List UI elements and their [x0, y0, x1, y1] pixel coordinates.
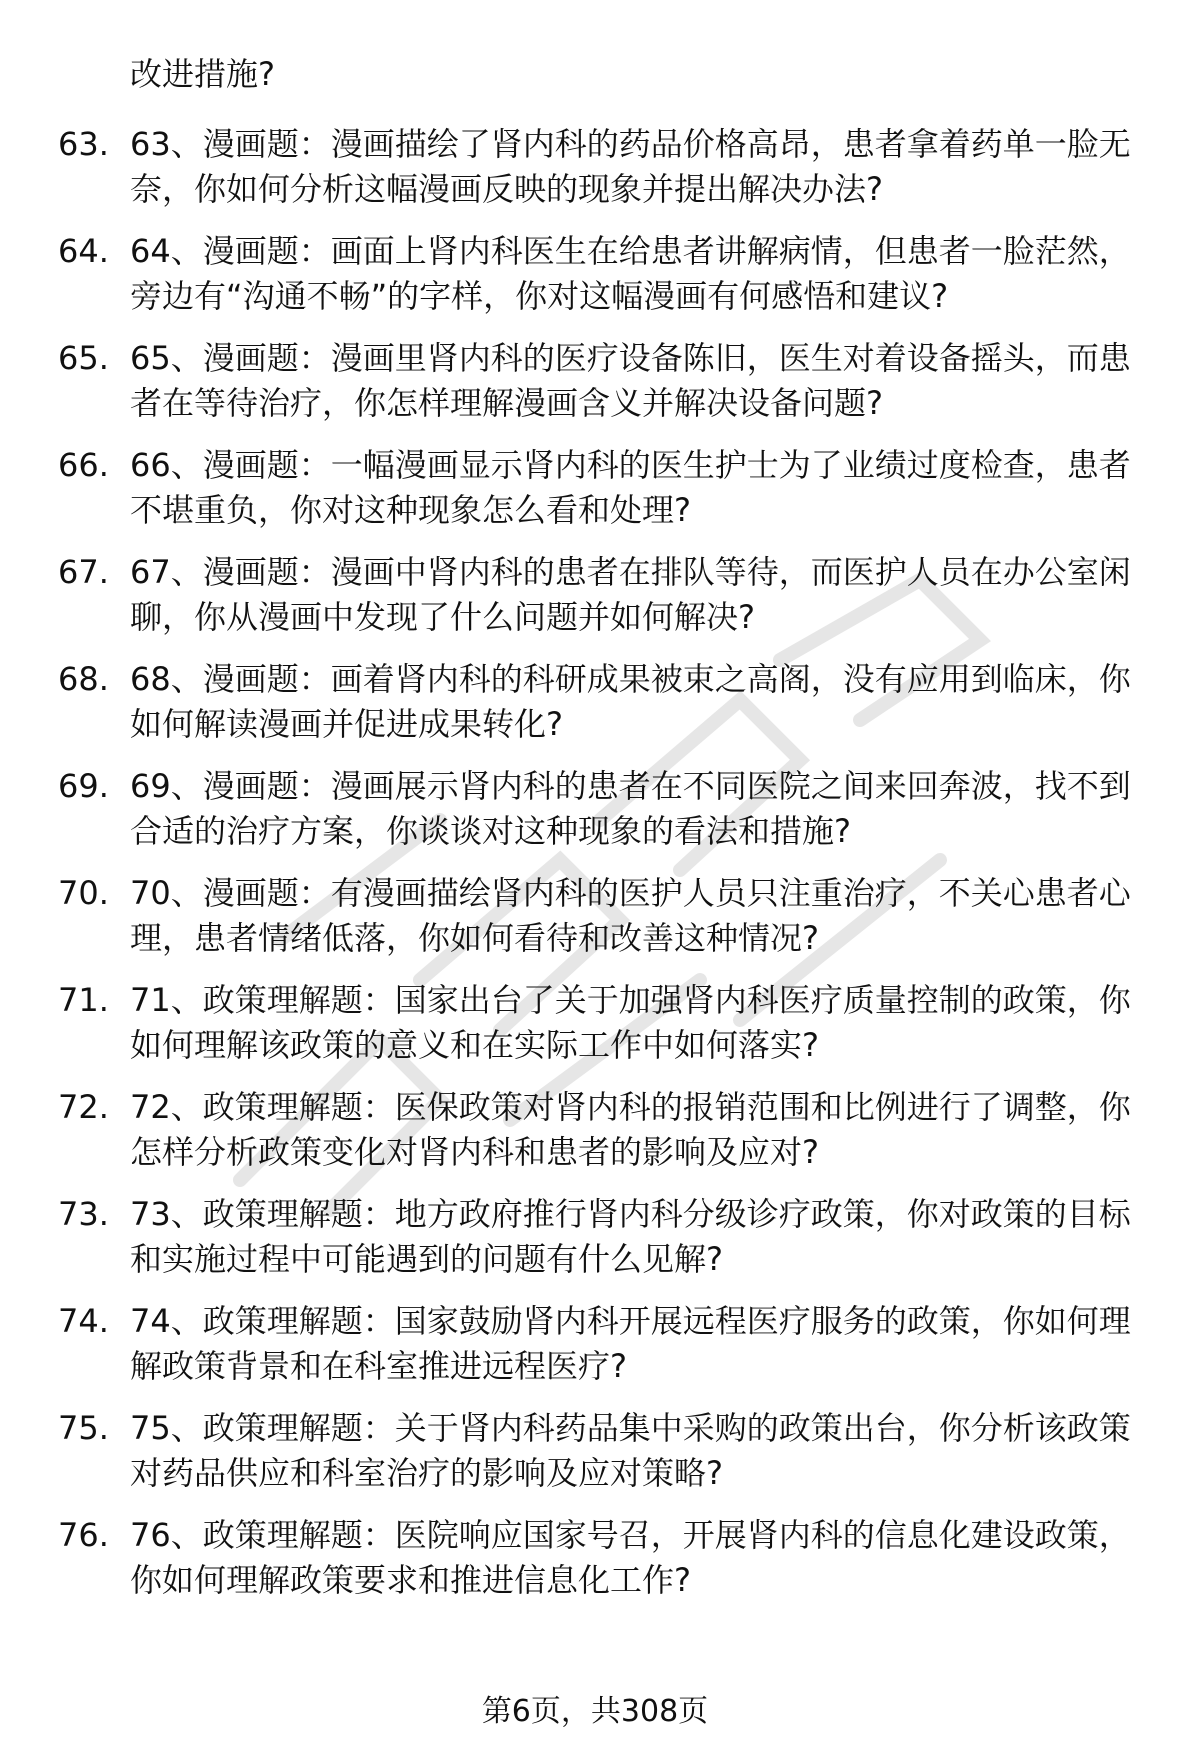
- continuation-text: 改进措施?: [130, 55, 275, 93]
- question-number: 75.: [58, 1409, 109, 1447]
- question-item: [0, 443, 1190, 532]
- question-item: [0, 657, 1190, 746]
- question-number: 73.: [58, 1195, 109, 1233]
- question-number: 65.: [58, 339, 109, 377]
- question-item: [0, 550, 1190, 639]
- question-text: 67、漫画题：漫画中肾内科的患者在排队等待，而医护人员在办公室闲聊，你从漫画中发现了什么问题并如何解决?: [130, 553, 1131, 636]
- question-text: 70、漫画题：有漫画描绘肾内科的医护人员只注重治疗，不关心患者心理，患者情绪低落，你如何看待和改善这种情况?: [130, 874, 1131, 957]
- question-number: 72.: [58, 1088, 109, 1126]
- question-item: [0, 1085, 1190, 1174]
- question-number: 74.: [58, 1302, 109, 1340]
- question-number: 68.: [58, 660, 109, 698]
- question-item: [0, 1192, 1190, 1281]
- question-number: 71.: [58, 981, 109, 1019]
- page-footer: 第6页，共308页: [481, 1694, 709, 1729]
- question-text: 68、漫画题：画着肾内科的科研成果被束之高阁，没有应用到临床，你如何解读漫画并促进成果转化?: [130, 660, 1131, 743]
- question-text: 72、政策理解题：医保政策对肾内科的报销范围和比例进行了调整，你怎样分析政策变化对肾内科和患者的影响及应对?: [130, 1088, 1131, 1171]
- question-text: 73、政策理解题：地方政府推行肾内科分级诊疗政策，你对政策的目标和实施过程中可能遇到的问题有什么见解?: [130, 1195, 1131, 1278]
- question-item: [0, 229, 1190, 318]
- question-text: 66、漫画题：一幅漫画显示肾内科的医生护士为了业绩过度检查，患者不堪重负，你对这种现象怎么看和处理?: [130, 446, 1131, 529]
- question-item: [0, 1406, 1190, 1495]
- question-number: 76.: [58, 1516, 109, 1554]
- question-text: 65、漫画题：漫画里肾内科的医疗设备陈旧，医生对着设备摇头，而患者在等待治疗，你怎样理解漫画含义并解决设备问题?: [130, 339, 1131, 422]
- question-text: 64、漫画题：画面上肾内科医生在给患者讲解病情，但患者一脸茫然，旁边有“沟通不畅”的字样，你对这幅漫画有何感悟和建议?: [130, 232, 1131, 315]
- question-number: 66.: [58, 446, 109, 484]
- question-item: [0, 122, 1190, 211]
- question-text: 63、漫画题：漫画描绘了肾内科的药品价格高昂，患者拿着药单一脸无奈，你如何分析这幅漫画反映的现象并提出解决办法?: [130, 125, 1131, 208]
- question-number: 69.: [58, 767, 109, 805]
- question-item: [0, 978, 1190, 1067]
- question-text: 69、漫画题：漫画展示肾内科的患者在不同医院之间来回奔波，找不到合适的治疗方案，你谈谈对这种现象的看法和措施?: [130, 767, 1131, 850]
- question-list: [0, 122, 1190, 1620]
- question-item: [0, 1513, 1190, 1602]
- question-item: [0, 871, 1190, 960]
- question-number: 70.: [58, 874, 109, 912]
- question-number: 64.: [58, 232, 109, 270]
- question-item: [0, 1299, 1190, 1388]
- question-text: 76、政策理解题：医院响应国家号召，开展肾内科的信息化建设政策，你如何理解政策要求和推进信息化工作?: [130, 1516, 1131, 1599]
- question-number: 67.: [58, 553, 109, 591]
- question-item: [0, 336, 1190, 425]
- question-number: 63.: [58, 125, 109, 163]
- question-text: 71、政策理解题：国家出台了关于加强肾内科医疗质量控制的政策，你如何理解该政策的意义和在实际工作中如何落实?: [130, 981, 1131, 1064]
- question-text: 75、政策理解题：关于肾内科药品集中采购的政策出台，你分析该政策对药品供应和科室治疗的影响及应对策略?: [130, 1409, 1131, 1492]
- question-item: [0, 764, 1190, 853]
- question-text: 74、政策理解题：国家鼓励肾内科开展远程医疗服务的政策，你如何理解政策背景和在科室推进远程医疗?: [130, 1302, 1131, 1385]
